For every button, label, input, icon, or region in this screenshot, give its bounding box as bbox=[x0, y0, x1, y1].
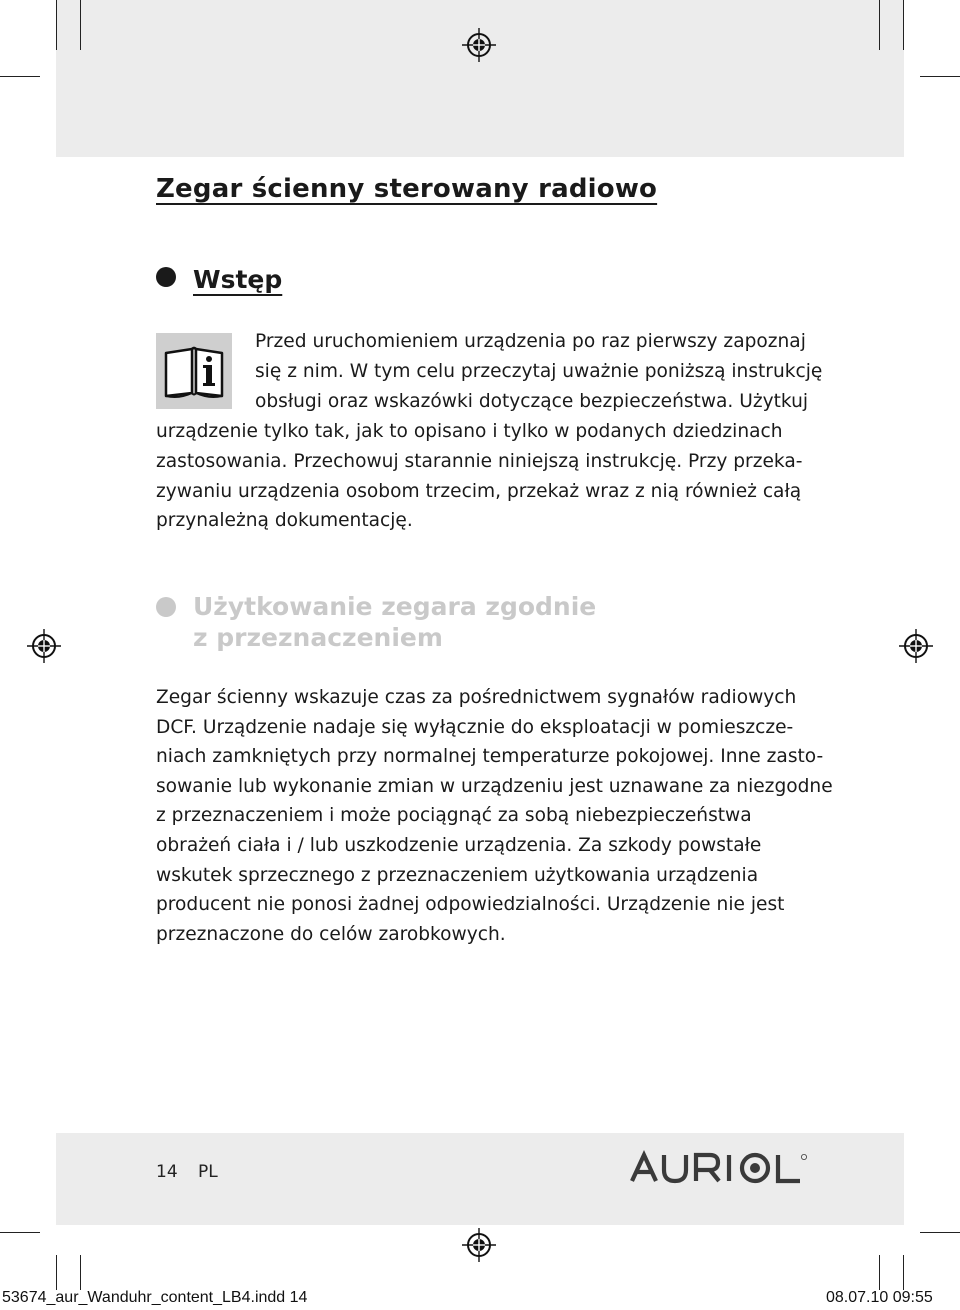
registration-mark-icon bbox=[462, 1228, 496, 1262]
paragraph-line: sowanie lub wykonanie zmian w urządzeniu jest uznawane za niezgodne bbox=[156, 776, 833, 797]
language-code: PL bbox=[198, 1162, 218, 1182]
info-book-icon bbox=[156, 333, 232, 409]
slug-datetime: 08.07.10 09:55 bbox=[826, 1289, 933, 1306]
registration-mark-icon bbox=[462, 28, 496, 62]
paragraph-line: z przeznaczeniem i może pociągnąć za sobą niebezpieczeństwa bbox=[156, 805, 752, 826]
bullet-icon bbox=[156, 597, 176, 617]
paragraph-line: się z nim. W tym celu przeczytaj uważnie poniższą instrukcję bbox=[255, 361, 823, 382]
top-band bbox=[56, 0, 904, 157]
section-heading-introduction bbox=[156, 265, 282, 294]
slug-filename: 53674_aur_Wanduhr_content_LB4.indd 14 bbox=[2, 1289, 308, 1306]
section-heading-text: Wstęp bbox=[193, 265, 283, 294]
paragraph-line: niach zamkniętych przy normalnej temperaturze pokojowej. Inne zasto- bbox=[156, 746, 824, 767]
paragraph-line: przeznaczone do celów zarobkowych. bbox=[156, 924, 506, 945]
registration-mark-icon bbox=[899, 629, 933, 663]
paragraph-line: zywaniu urządzenia osobom trzecim, przekaż wraz z nią również całą bbox=[156, 481, 802, 502]
paragraph-line: DCF. Urządzenie nadaje się wyłącznie do eksploatacji w pomieszcze- bbox=[156, 717, 794, 738]
section-heading-intended-use bbox=[156, 591, 596, 653]
paragraph-line: Zegar ścienny wskazuje czas za pośrednictwem sygnałów radiowych bbox=[156, 687, 797, 708]
auriol-logo bbox=[630, 1150, 808, 1186]
paragraph-line: zastosowania. Przechowuj starannie niniejszą instrukcję. Przy przeka- bbox=[156, 451, 803, 472]
section-heading-line-1: Użytkowanie zegara zgodnie bbox=[193, 592, 597, 621]
paragraph-line: obsługi oraz wskazówki dotyczące bezpieczeństwa. Użytkuj bbox=[255, 391, 809, 412]
paragraph-line: urządzenie tylko tak, jak to opisano i tylko w podanych dziedzinach bbox=[156, 421, 783, 442]
paragraph-line: wskutek sprzecznego z przeznaczeniem użytkowania urządzenia bbox=[156, 865, 759, 886]
paragraph-line: producent nie ponosi żadnej odpowiedzialności. Urządzenie nie jest bbox=[156, 894, 785, 915]
section-heading-line-2: z przeznaczeniem bbox=[193, 623, 443, 652]
registration-mark-icon bbox=[27, 629, 61, 663]
paragraph-line: Przed uruchomieniem urządzenia po raz pierwszy zapoznaj bbox=[255, 331, 806, 352]
paragraph-line: przynależną dokumentację. bbox=[156, 510, 413, 531]
page-number: 14 bbox=[156, 1162, 178, 1182]
document-title: Zegar ścienny sterowany radiowo bbox=[156, 174, 658, 204]
bullet-icon bbox=[156, 267, 176, 287]
paragraph-line: obrażeń ciała i / lub uszkodzenie urządzenia. Za szkody powstałe bbox=[156, 835, 762, 856]
